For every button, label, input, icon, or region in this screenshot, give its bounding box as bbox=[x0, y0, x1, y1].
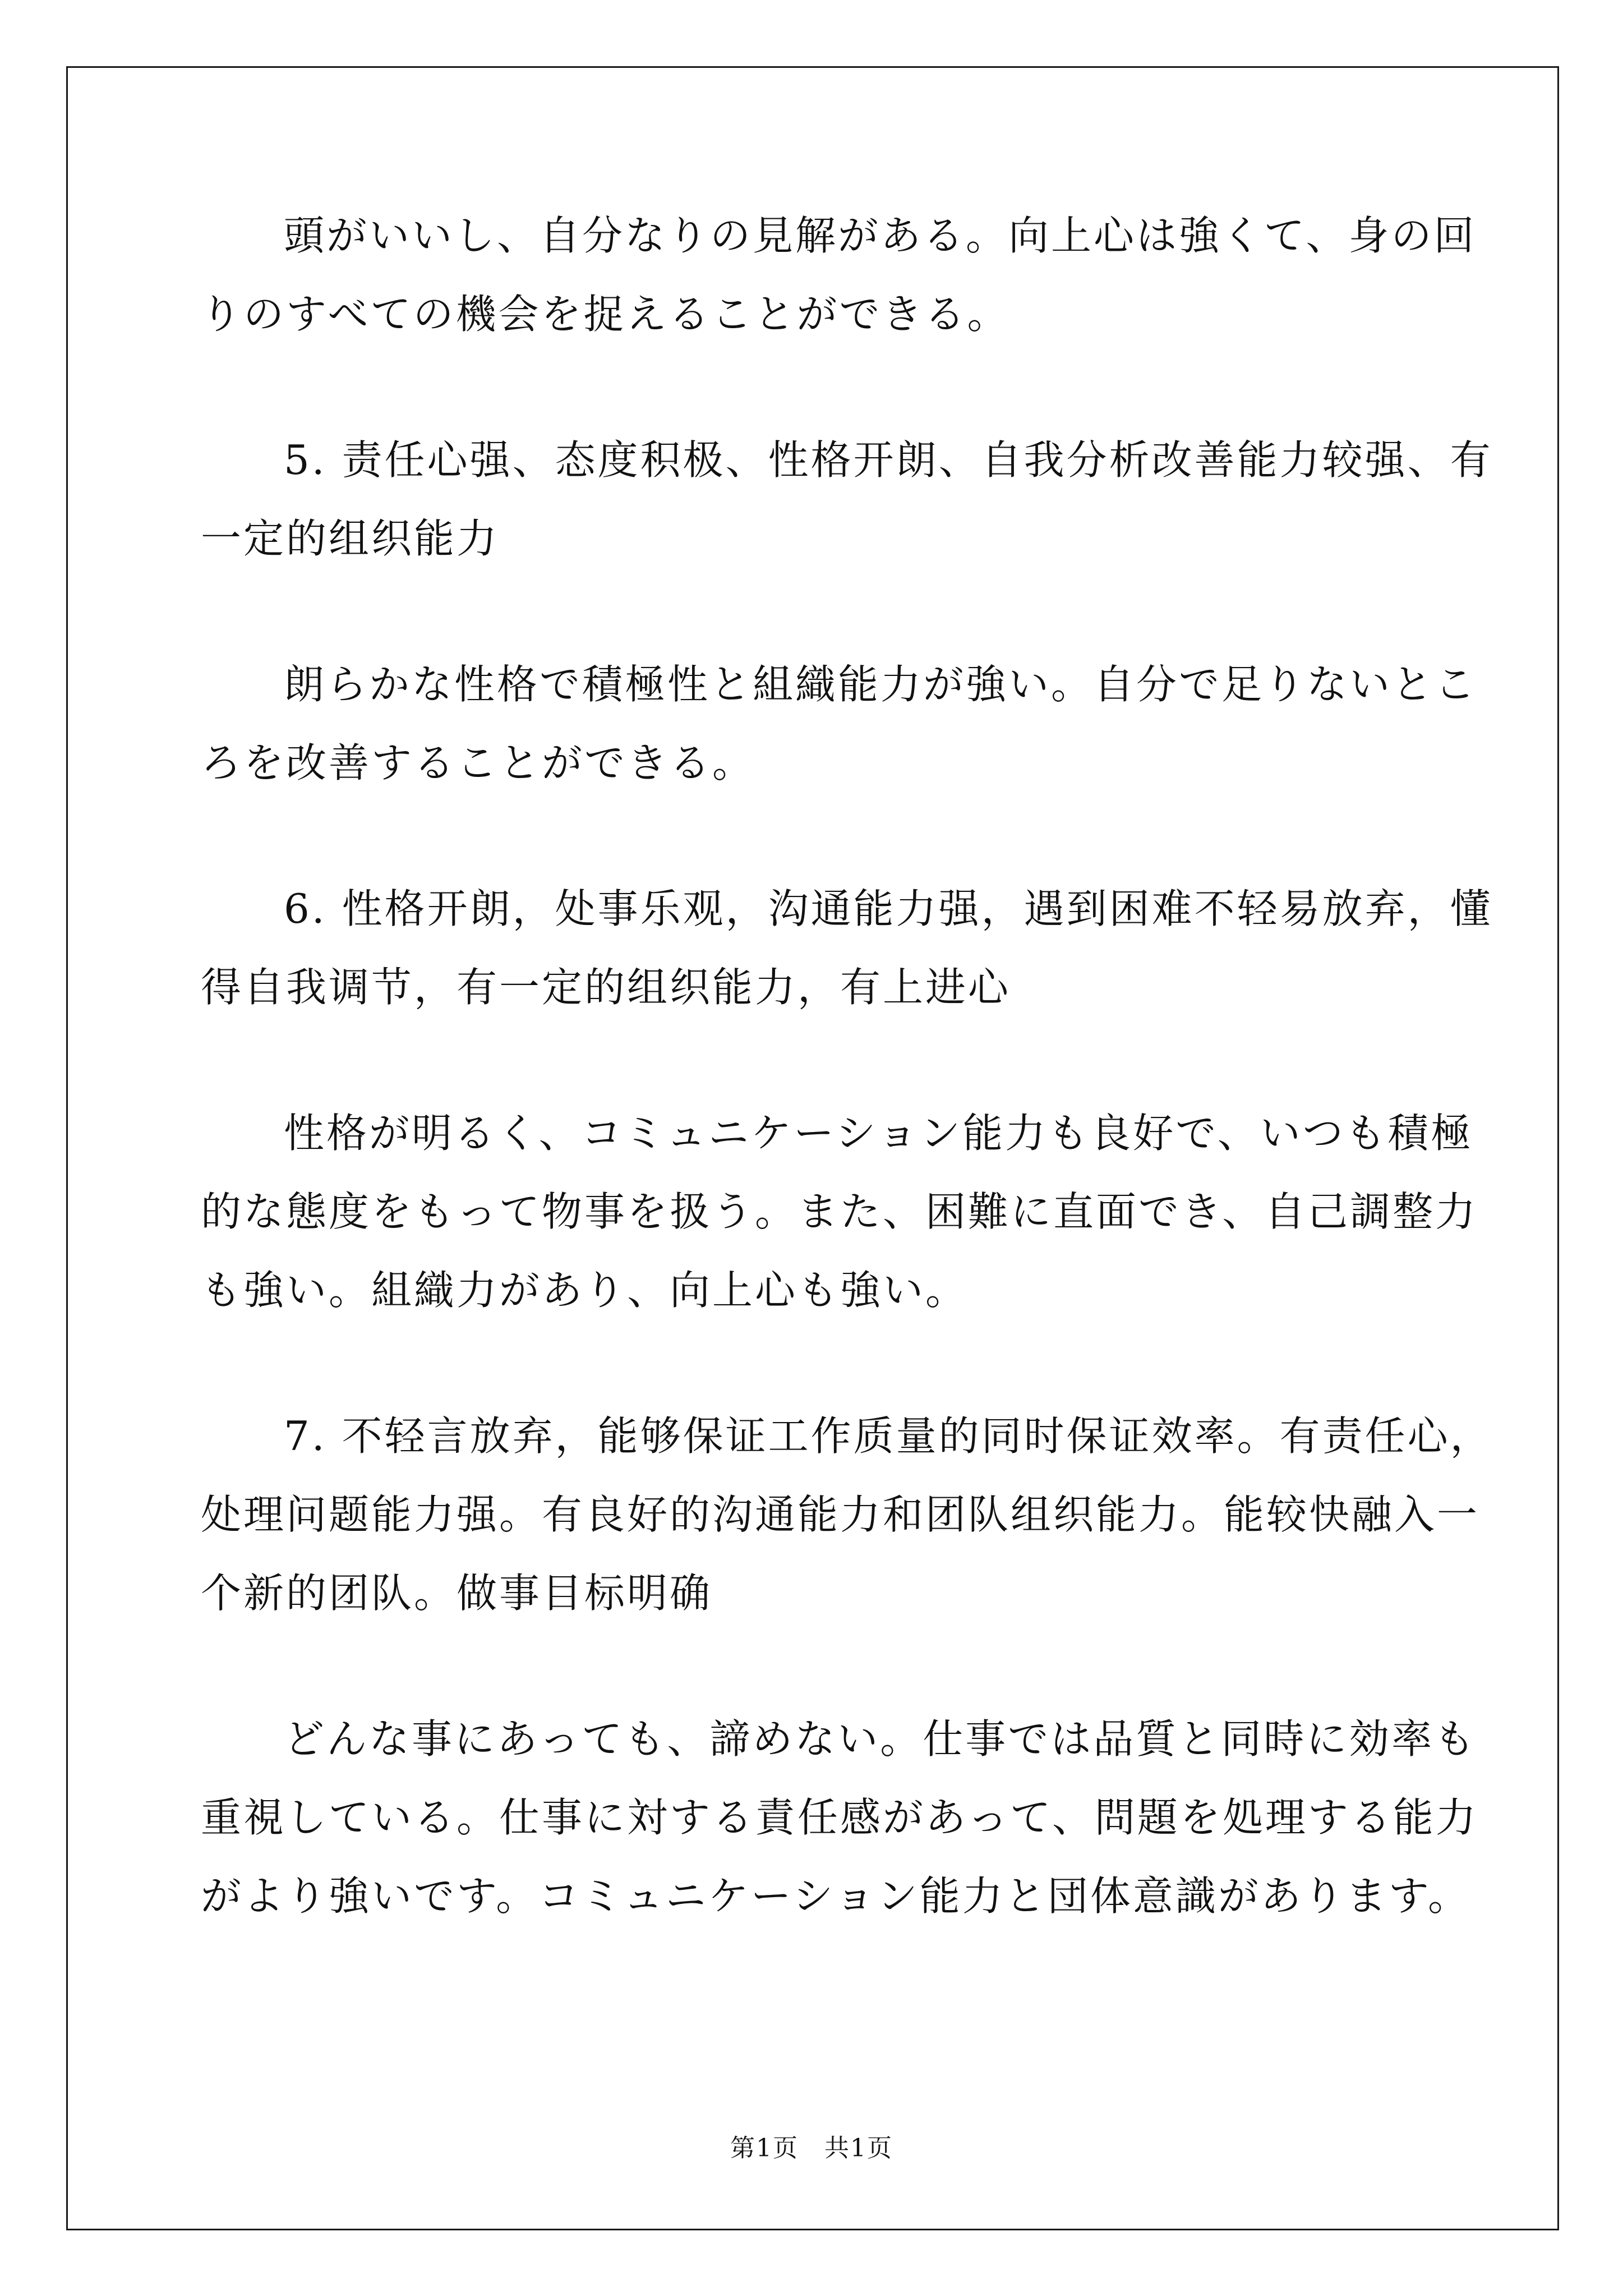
paragraph-line: ろを改善することができる。 bbox=[201, 739, 755, 786]
page-number-footer: 第1页 共1页 bbox=[730, 2134, 893, 2162]
paragraph-line: 7. 不轻言放弃，能够保证工作质量的同时保证效率。有责任心， bbox=[284, 1412, 1493, 1460]
paragraph-line: 个新的团队。做事目标明确 bbox=[201, 1570, 713, 1617]
paragraph-line: 的な態度をもって物事を扱う。また、困難に直面でき、自己調整力 bbox=[201, 1188, 1478, 1235]
paragraph-line: も強い。組織力があり、向上心も強い。 bbox=[201, 1267, 969, 1314]
paragraph-line: 一定的组织能力 bbox=[201, 515, 500, 562]
paragraph-line: 5. 责任心强、态度积极、性格开朗、自我分析改善能力较强、有 bbox=[284, 436, 1493, 484]
paragraph-line: どんな事にあっても、諦めない。仕事では品質と同時に効率も bbox=[284, 1715, 1477, 1763]
paragraph-line: 頭がいいし、自分なりの見解がある。向上心は強くて、身の回 bbox=[284, 212, 1477, 259]
paragraph-line: 性格が明るく、コミュニケーション能力も良好で、いつも積極 bbox=[284, 1110, 1473, 1157]
paragraph-line: 朗らかな性格で積極性と組織能力が強い。自分で足りないとこ bbox=[284, 661, 1478, 708]
paragraph-line: がより強いです。コミュニケーション能力と団体意識があります。 bbox=[201, 1872, 1471, 1920]
paragraph-line: 得自我调节，有一定的组织能力，有上进心 bbox=[201, 964, 1011, 1011]
paragraph-line: 处理问题能力强。有良好的沟通能力和团队组织能力。能较快融入一 bbox=[201, 1491, 1480, 1538]
paragraph-line: 6. 性格开朗，处事乐观，沟通能力强，遇到困难不轻易放弃，懂 bbox=[284, 885, 1493, 932]
paragraph-line: 重視している。仕事に対する責任感があって、問題を処理する能力 bbox=[201, 1794, 1478, 1841]
paragraph-line: りのすべての機会を捉えることができる。 bbox=[201, 291, 1010, 338]
